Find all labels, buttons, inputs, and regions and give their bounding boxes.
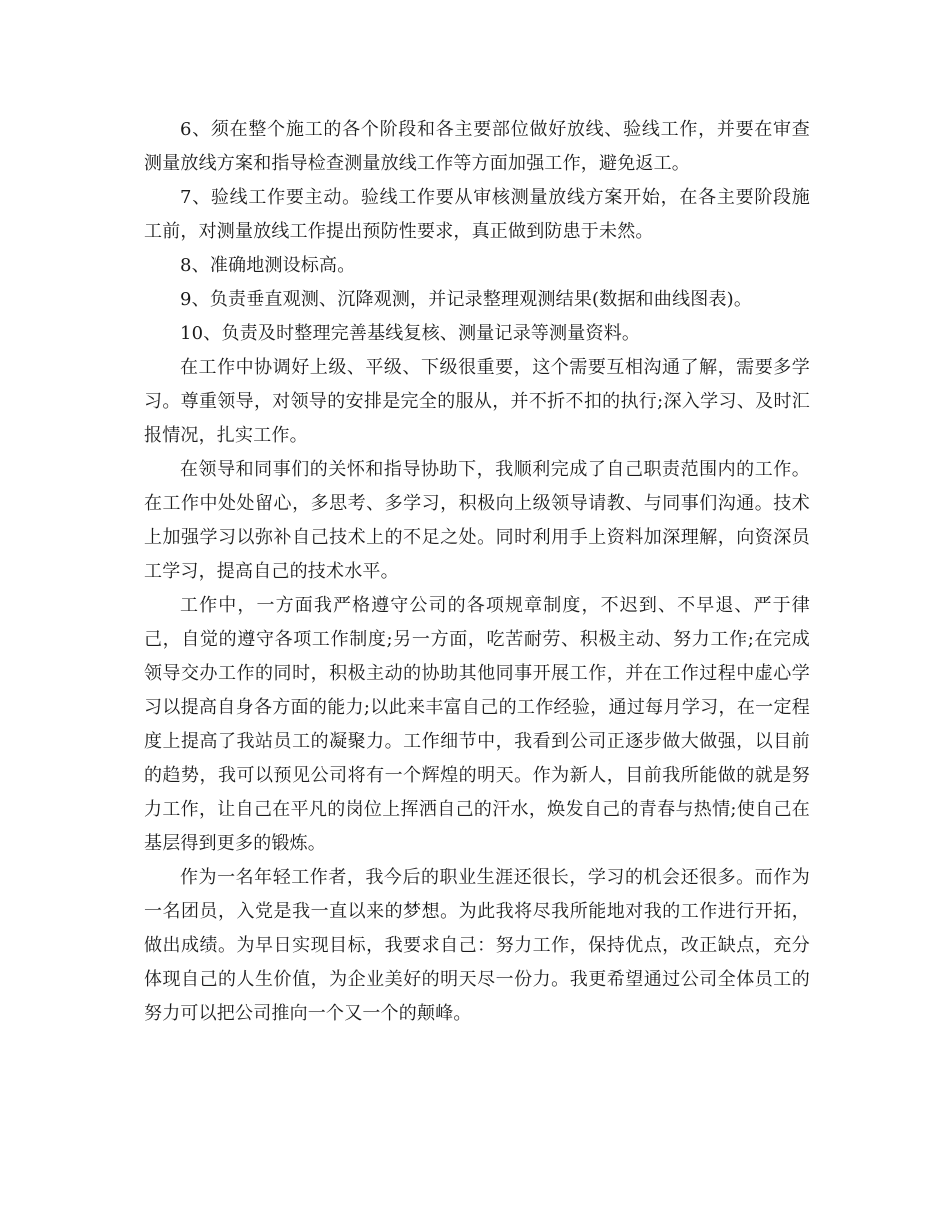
paragraph-item-6: 6、须在整个施工的各个阶段和各主要部位做好放线、验线工作，并要在审查测量放线方案和指导检查测量放线工作等方面加强工作，避免返工。 xyxy=(144,119,810,174)
paragraph-item-9: 9、负责垂直观测、沉降观测，并记录整理观测结果(数据和曲线图表)。 xyxy=(180,289,753,310)
paragraph-item-10: 10、负责及时整理完善基线复核、测量记录等测量资料。 xyxy=(180,323,641,344)
paragraph-work-attitude: 工作中，一方面我严格遵守公司的各项规章制度，不迟到、不早退、严于律己，自觉的遵守各项工作制度;另一方面，吃苦耐劳、积极主动、努力工作;在完成领导交办工作的同时，积极主动的协助其他同事开展工作，并在工作过程中虚心学习以提高自身各方面的能力;以此来丰富自己的工作经验，通过每月学习，在一定程度上提高了我站员工的凝聚力。工作细节中，我看到公司正逐步做大做强，以目前的趋势，我可以预见公司将有一个辉煌的明天。作为新人，目前我所能做的就是努力工作，让自己在平凡的岗位上挥洒自己的汗水，焕发自己的青春与热情;使自己在基层得到更多的锻炼。 xyxy=(144,595,810,854)
paragraph-future-goals: 作为一名年轻工作者，我今后的职业生涯还很长，学习的机会还很多。而作为一名团员，入党是我一直以来的梦想。为此我将尽我所能地对我的工作进行开拓，做出成绩。为早日实现目标，我要求自己：努力工作，保持优点，改正缺点，充分体现自己的人生价值，为企业美好的明天尽一份力。我更希望通过公司全体员工的努力可以把公司推向一个又一个的颠峰。 xyxy=(144,867,810,1024)
paragraph-coordination: 在工作中协调好上级、平级、下级很重要，这个需要互相沟通了解，需要多学习。尊重领导，对领导的安排是完全的服从，并不折不扣的执行;深入学习、及时汇报情况，扎实工作。 xyxy=(144,357,810,446)
paragraph-item-8: 8、准确地测设标高。 xyxy=(180,255,356,276)
document-body xyxy=(144,113,810,1031)
paragraph-guidance: 在领导和同事们的关怀和指导协助下，我顺利完成了自己职责范围内的工作。在工作中处处留心，多思考、多学习，积极向上级领导请教、与同事们沟通。技术上加强学习以弥补自己技术上的不足之处。同时利用手上资料加深理解，向资深员工学习，提高自己的技术水平。 xyxy=(144,459,810,582)
paragraph-item-7: 7、验线工作要主动。验线工作要从审核测量放线方案开始，在各主要阶段施工前，对测量放线工作提出预防性要求，真正做到防患于未然。 xyxy=(144,187,810,242)
